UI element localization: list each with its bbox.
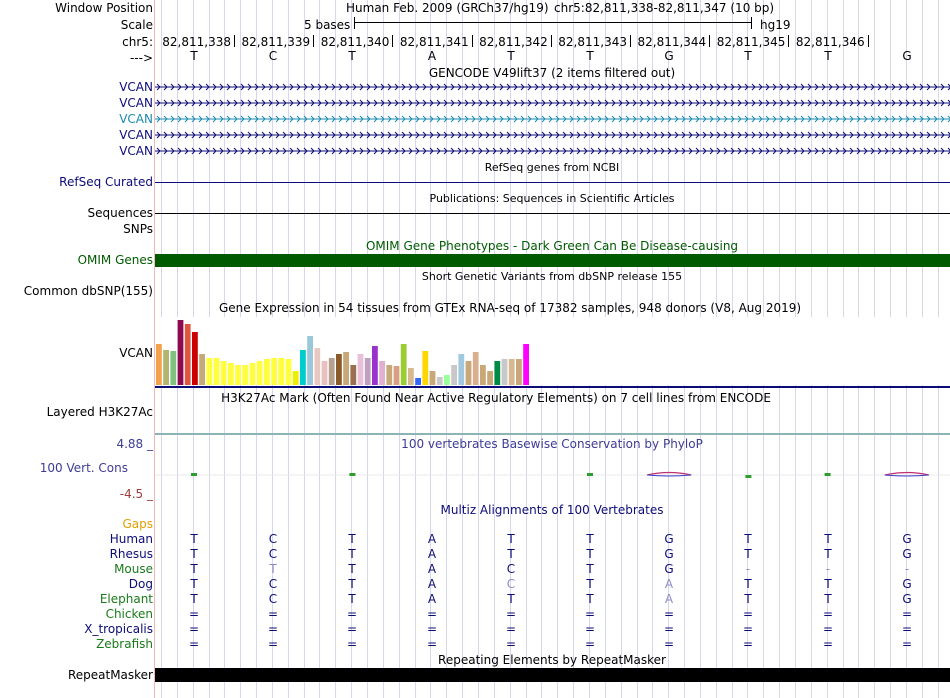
coordinate-tick — [630, 35, 631, 47]
multiz-species-label[interactable]: Dog — [128, 577, 153, 591]
gtex-tissue-bar — [365, 358, 371, 385]
alignment-base: A — [427, 577, 437, 591]
alignment-base: = — [663, 607, 675, 621]
alignment-base: T — [586, 532, 594, 546]
alignment-base: T — [586, 577, 594, 591]
refseq-gene-line[interactable] — [155, 182, 950, 183]
coordinate-tick — [551, 35, 552, 47]
gtex-tissue-bar — [271, 358, 277, 385]
publications-track-title: Publications: Sequences in Scientific Articles — [429, 192, 675, 205]
gtex-track-title: Gene Expression in 54 tissues from GTEx RNA-seq of 17382 samples, 948 donors (V8, Aug 2019) — [218, 301, 802, 315]
alignment-base: A — [664, 592, 674, 606]
omim-gene-bar[interactable] — [155, 254, 950, 267]
h3k27ac-track-label[interactable]: Layered H3K27Ac — [46, 405, 153, 419]
gtex-tissue-bar — [242, 365, 248, 385]
alignment-base: = — [663, 637, 675, 651]
gtex-tissue-bar — [221, 361, 227, 385]
alignment-base: T — [507, 532, 515, 546]
gtex-tissue-bar — [386, 365, 392, 385]
alignment-base: T — [586, 562, 594, 576]
gtex-tissue-bar — [494, 361, 500, 385]
alignment-base: A — [427, 562, 437, 576]
gtex-tissue-bar — [487, 371, 493, 385]
alignment-base: T — [824, 547, 832, 561]
gtex-tissue-bar — [286, 359, 292, 385]
gtex-tissue-bar — [480, 365, 486, 385]
alignment-base: = — [822, 637, 834, 651]
gencode-track-label-vcan-5[interactable]: VCAN — [119, 144, 153, 158]
reference-base: T — [586, 49, 594, 63]
alignment-base: A — [427, 532, 437, 546]
gtex-track-label[interactable]: VCAN — [119, 346, 153, 360]
gtex-tissue-bar — [451, 365, 457, 385]
alignment-base: = — [346, 607, 358, 621]
reference-base: T — [348, 49, 356, 63]
alignment-base: T — [507, 592, 515, 606]
alignment-base: = — [663, 622, 675, 636]
alignment-base: T — [348, 532, 356, 546]
reference-base: T — [824, 49, 832, 63]
alignment-base: T — [744, 532, 752, 546]
alignment-base: - — [904, 562, 910, 576]
refseq-track-label[interactable]: RefSeq Curated — [59, 175, 153, 189]
coordinate-label: 82,811,339 — [241, 35, 311, 49]
alignment-base: = — [346, 622, 358, 636]
alignment-base: C — [268, 547, 278, 561]
multiz-species-label[interactable]: Rhesus — [109, 547, 153, 561]
alignment-base: G — [664, 562, 674, 576]
gtex-tissue-bar — [163, 350, 169, 385]
alignment-base: G — [664, 547, 674, 561]
alignment-base: G — [902, 577, 912, 591]
alignment-base: T — [586, 547, 594, 561]
coordinate-label: 82,811,344 — [637, 35, 707, 49]
gtex-tissue-bar — [466, 361, 472, 385]
repeatmasker-track-title: Repeating Elements by RepeatMasker — [438, 653, 666, 667]
gtex-tissue-bar — [336, 354, 342, 385]
gtex-tissue-bar — [214, 358, 220, 385]
alignment-base: T — [824, 532, 832, 546]
alignment-base: T — [190, 562, 198, 576]
coordinate-tick — [392, 35, 393, 47]
gtex-tissue-bar — [228, 363, 234, 385]
alignment-base: A — [427, 547, 437, 561]
alignment-base: T — [348, 562, 356, 576]
multiz-species-label[interactable]: Mouse — [114, 562, 153, 576]
gtex-tissue-bar — [516, 359, 522, 385]
multiz-species-label[interactable]: X_tropicalis — [84, 622, 153, 636]
scale-label: Scale — [120, 18, 153, 32]
alignment-base: T — [348, 592, 356, 606]
alignment-base: T — [744, 592, 752, 606]
phylop-score-mark — [745, 475, 751, 478]
coordinate-tick — [868, 35, 869, 47]
phylop-score-mark — [191, 473, 197, 476]
alignment-base: C — [268, 532, 278, 546]
h3k27ac-track-title: H3K27Ac Mark (Often Found Near Active Regulatory Elements) on 7 cell lines from ENCODE — [221, 391, 771, 405]
gtex-tissue-bar — [322, 361, 328, 385]
phylop-score-mark — [587, 473, 593, 476]
alignment-base: = — [505, 607, 517, 621]
gaps-label: Gaps — [122, 517, 153, 531]
strand-label: ---> — [129, 51, 153, 65]
alignment-base: T — [824, 592, 832, 606]
gtex-tissue-bar — [437, 377, 443, 385]
multiz-species-label[interactable]: Chicken — [105, 607, 153, 621]
alignment-base: T — [348, 547, 356, 561]
phylop-max-label: 4.88 _ — [116, 437, 153, 451]
gtex-tissue-bar — [206, 358, 212, 385]
gtex-tissue-bar — [458, 354, 464, 385]
phylop-score-mark — [825, 473, 831, 476]
alignment-base: = — [901, 622, 913, 636]
coordinate-tick — [234, 35, 235, 47]
gtex-tissue-bar — [473, 352, 479, 385]
gtex-tissue-bar — [509, 359, 515, 385]
gtex-tissue-bar — [156, 344, 162, 385]
h3k27ac-signal-line[interactable] — [155, 433, 950, 435]
gencode-transcripts[interactable] — [155, 79, 950, 159]
repeatmasker-track-label[interactable]: RepeatMasker — [67, 668, 153, 682]
gtex-tissue-bar — [502, 359, 508, 385]
alignment-base: - — [825, 562, 831, 576]
alignment-base: G — [902, 592, 912, 606]
alignment-base: = — [188, 607, 200, 621]
alignment-base: C — [506, 562, 516, 576]
omim-track-title: OMIM Gene Phenotypes - Dark Green Can Be Disease-causing — [365, 239, 739, 253]
dbsnp-track-title: Short Genetic Variants from dbSNP release 155 — [421, 270, 683, 283]
dbsnp-track-label[interactable]: Common dbSNP(155) — [23, 284, 153, 298]
alignment-base: = — [742, 607, 754, 621]
alignment-base: G — [902, 532, 912, 546]
coordinate-label: 82,811,338 — [162, 35, 231, 49]
gtex-tissue-bar — [415, 378, 421, 385]
reference-base: G — [664, 49, 674, 63]
track-labels-column — [0, 0, 155, 698]
alignment-base: T — [744, 577, 752, 591]
coordinate-tick — [709, 35, 710, 47]
gtex-tissue-bar — [178, 320, 184, 385]
alignment-base: = — [267, 637, 279, 651]
gtex-tissue-bar — [170, 351, 176, 385]
alignment-base: T — [190, 547, 198, 561]
gencode-track-title: GENCODE V49lift37 (2 items filtered out) — [428, 66, 676, 80]
gtex-tissue-bar — [185, 324, 191, 385]
alignment-base: = — [188, 637, 200, 651]
coordinate-label: 82,811,340 — [320, 35, 390, 49]
gtex-tissue-bar — [394, 366, 400, 385]
coordinate-label: 82,811,343 — [558, 35, 627, 49]
coordinate-tick — [472, 35, 473, 47]
phylop-track-label[interactable]: 100 Vert. Cons — [39, 461, 128, 475]
gtex-tissue-bar — [314, 348, 320, 385]
scale-text: 5 bases — [304, 18, 351, 32]
publications-line[interactable] — [155, 213, 950, 214]
gtex-baseline — [155, 386, 950, 388]
gtex-tissue-bar — [408, 368, 414, 385]
multiz-species-label[interactable]: Zebrafish — [96, 637, 153, 651]
coordinate-tick — [788, 35, 789, 47]
phylop-min-label: -4.5 _ — [119, 487, 153, 501]
gtex-tissue-bar — [192, 332, 198, 385]
gtex-tissue-bar — [523, 344, 529, 385]
alignment-base: = — [822, 622, 834, 636]
alignment-base: A — [664, 577, 674, 591]
alignment-base: C — [268, 577, 278, 591]
gtex-tissue-bar — [343, 352, 349, 385]
reference-base: T — [744, 49, 752, 63]
gtex-tissue-bar — [372, 346, 378, 385]
gtex-tissue-bar — [444, 375, 450, 385]
coordinate-label: 82,811,345 — [716, 35, 786, 49]
alignment-base: C — [506, 577, 516, 591]
gencode-track-label-vcan-1[interactable]: VCAN — [119, 80, 153, 94]
gtex-tissue-bar — [350, 365, 356, 385]
assembly-text: Human Feb. 2009 (GRCh37/hg19) — [346, 1, 549, 15]
gtex-bar-chart[interactable] — [155, 315, 555, 385]
gtex-tissue-bar — [250, 363, 256, 385]
alignment-base: G — [902, 547, 912, 561]
chrom-label: chr5: — [122, 35, 153, 49]
omim-track-label[interactable]: OMIM Genes — [77, 253, 153, 267]
snps-track-label[interactable]: SNPs — [123, 222, 153, 236]
phylop-conservation-plot[interactable] — [155, 460, 950, 490]
gtex-tissue-bar — [235, 365, 241, 385]
gtex-tissue-bar — [422, 351, 428, 385]
gtex-tissue-bar — [278, 358, 284, 385]
alignment-base: T — [507, 547, 515, 561]
gtex-tissue-bar — [293, 371, 299, 385]
alignment-base: T — [348, 577, 356, 591]
gtex-tissue-bar — [401, 344, 407, 385]
gtex-tissue-bar — [379, 361, 385, 385]
gencode-track-label-vcan-2[interactable]: VCAN — [119, 96, 153, 110]
reference-base: G — [902, 49, 912, 63]
alignment-base: = — [742, 622, 754, 636]
multiz-species-label[interactable]: Elephant — [99, 592, 153, 606]
alignment-base: T — [190, 577, 198, 591]
multiz-species-label[interactable]: Human — [109, 532, 153, 546]
gtex-tissue-bar — [307, 336, 313, 385]
alignment-base: G — [664, 532, 674, 546]
gtex-tissue-bar — [430, 371, 436, 385]
reference-base: A — [427, 49, 437, 63]
alignment-base: = — [267, 607, 279, 621]
gencode-track-label-vcan-4[interactable]: VCAN — [119, 128, 153, 142]
alignment-base: = — [742, 637, 754, 651]
reference-base: T — [507, 49, 515, 63]
alignment-base: = — [346, 637, 358, 651]
alignment-base: = — [901, 637, 913, 651]
alignment-base: = — [901, 607, 913, 621]
coordinate-label: 82,811,342 — [479, 35, 548, 49]
alignment-base: = — [505, 637, 517, 651]
alignment-base: = — [584, 622, 596, 636]
alignment-base: T — [744, 547, 752, 561]
window-position-label: Window Position — [55, 1, 153, 15]
position-text: chr5:82,811,338-82,811,347 (10 bp) — [554, 1, 775, 15]
repeatmasker-bar[interactable] — [155, 668, 950, 682]
coordinate-tick — [313, 35, 314, 47]
coordinate-label: 82,811,341 — [399, 35, 469, 49]
alignment-base: = — [267, 622, 279, 636]
alignment-base: T — [190, 592, 198, 606]
alignment-base: = — [584, 637, 596, 651]
phylop-track-title: 100 vertebrates Basewise Conservation by PhyloP — [401, 437, 703, 451]
genome-browser-track-image[interactable] — [155, 0, 950, 698]
gtex-tissue-bar — [300, 350, 306, 385]
alignment-base: = — [188, 622, 200, 636]
alignment-base: = — [505, 622, 517, 636]
alignment-base: - — [745, 562, 751, 576]
gencode-track-label-vcan-3[interactable]: VCAN — [119, 112, 153, 126]
coordinate-label: 82,811,346 — [795, 35, 865, 49]
alignment-base: = — [426, 637, 438, 651]
phylop-score-mark — [349, 473, 355, 476]
reference-base: C — [268, 49, 278, 63]
gtex-tissue-bar — [358, 354, 364, 385]
publications-track-label[interactable]: Sequences — [87, 206, 153, 220]
alignment-base: C — [268, 592, 278, 606]
alignment-base: T — [824, 577, 832, 591]
refseq-track-title: RefSeq genes from NCBI — [484, 161, 620, 174]
alignment-base: T — [269, 562, 277, 576]
gtex-tissue-bar — [257, 361, 263, 385]
alignment-base: = — [426, 607, 438, 621]
db-text: hg19 — [760, 18, 791, 32]
gtex-tissue-bar — [329, 358, 335, 385]
alignment-base: T — [190, 532, 198, 546]
alignment-base: = — [584, 607, 596, 621]
gtex-tissue-bar — [264, 359, 270, 385]
multiz-track-title: Multiz Alignments of 100 Vertebrates — [440, 503, 664, 517]
alignment-base: T — [586, 592, 594, 606]
alignment-base: = — [822, 607, 834, 621]
alignment-base: A — [427, 592, 437, 606]
alignment-base: = — [426, 622, 438, 636]
reference-base: T — [190, 49, 198, 63]
gtex-tissue-bar — [199, 354, 205, 385]
